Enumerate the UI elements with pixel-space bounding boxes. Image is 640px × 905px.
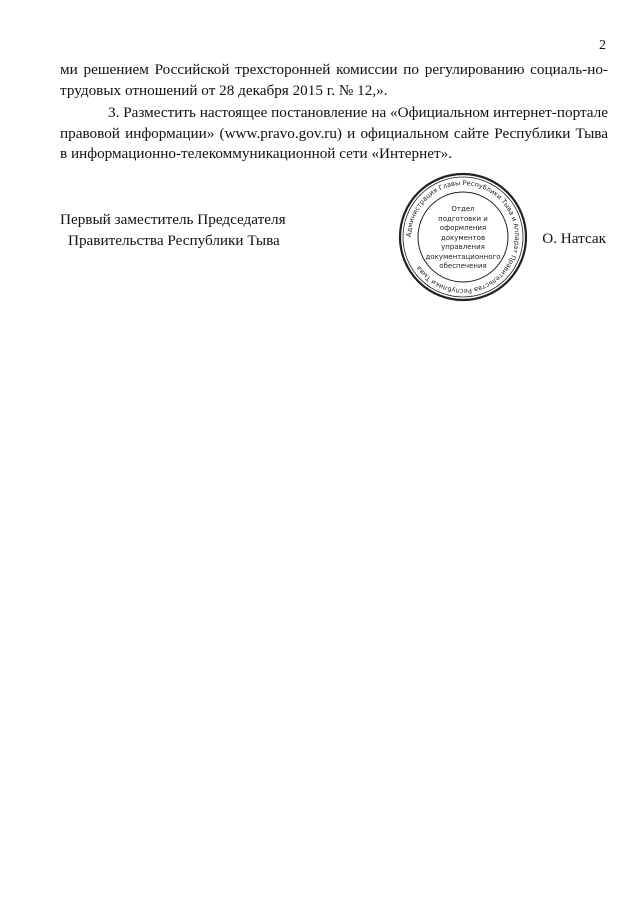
paragraph-item-3: 3. Разместить настоящее постановление на «Официальном интернет-портале правовой информации» (www.pravo.gov.ru) и официальном сайте Республики Тыва в информационно-телекоммуникационной сети «Интернет».	[60, 104, 608, 162]
page-number: 2	[599, 38, 606, 53]
seal-center-text	[420, 205, 506, 272]
paragraph-continuation: ми решением Российской трехсторонней комиссии по регулированию социаль-но-трудовых отношений от 28 декабря 2015 г. № 12,».	[60, 61, 608, 99]
signatory-title-line1: Первый заместитель Председателя	[60, 211, 286, 228]
signer-name: О. Натсак	[542, 230, 606, 247]
seal-line: управления	[441, 243, 485, 251]
signatory-title-line2: Правительства Республики Тыва	[68, 231, 280, 249]
body-text	[60, 60, 608, 165]
seal-line: документационного	[425, 252, 501, 261]
seal-line: Отдел	[451, 205, 475, 213]
seal-line: оформления документов	[439, 224, 487, 242]
signatory-title	[60, 210, 286, 251]
seal-line: подготовки и	[438, 214, 488, 223]
seal-line: обеспечения	[439, 262, 487, 270]
seal-ring-text: Администрация Главы Республики Тыва и Аппарат Правительства Республики Тыва	[404, 178, 522, 296]
